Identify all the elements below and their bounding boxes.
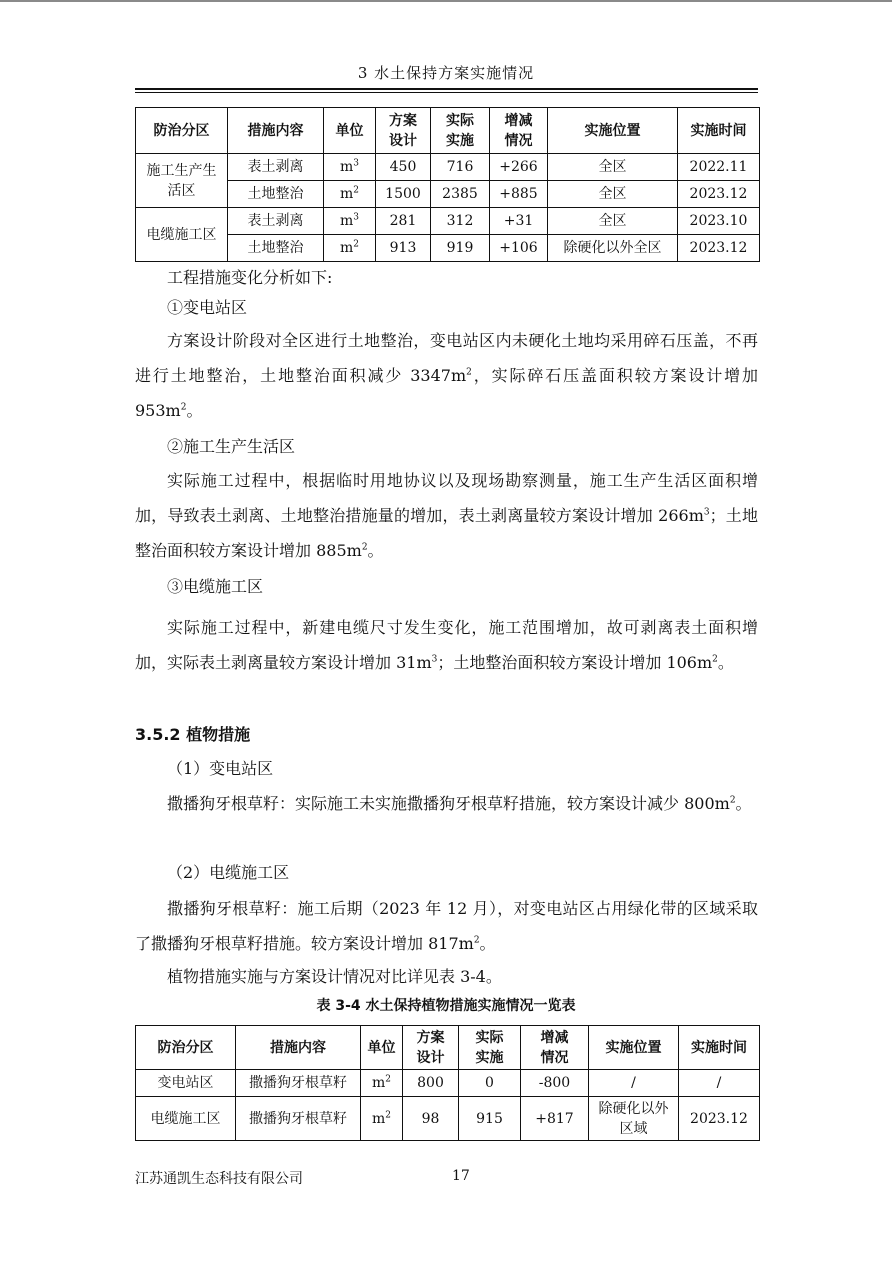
subsection-title: ①变电站区: [167, 298, 248, 317]
table-row: [136, 181, 760, 208]
subsection-title: （2）电缆施工区: [167, 863, 290, 882]
subsection-title: （1）变电站区: [167, 759, 274, 778]
header-cell: 实施位置: [548, 108, 678, 154]
actual-cell: 312: [431, 208, 490, 235]
header-cell: 增减 情况: [490, 108, 548, 154]
design-cell: 913: [376, 235, 431, 262]
time-cell: 2022.11: [678, 154, 760, 181]
header-cell: 实施时间: [678, 108, 760, 154]
change-cell: +106: [490, 235, 548, 262]
change-cell: -800: [521, 1070, 589, 1097]
header-cell: 防治分区: [136, 108, 228, 154]
body-paragraph: 实际施工过程中，新建电缆尺寸发生变化，施工范围增加，故可剥离表土面积增加，实际表土剥离量较方案设计增加 $31m^3$；土地整治面积较方案设计增加 $106m^2$。: [135, 618, 758, 672]
header-cell: 方案 设计: [376, 108, 431, 154]
unit-cell: $m^2$: [361, 1097, 403, 1141]
actual-cell: 915: [459, 1097, 521, 1141]
measure-cell: 表土剥离: [228, 208, 324, 235]
body-paragraph: 实际施工过程中，根据临时用地协议以及现场勘察测量，施工生产生活区面积增加，导致表土剥离、土地整治措施量的增加，表土剥离量较方案设计增加 $266m^3$；土地整治面积较方案设计增加 $885m^2$。: [135, 471, 758, 560]
table-row: [136, 235, 760, 262]
zone-cell: 电缆施工区: [136, 1097, 236, 1141]
zone-cell: 变电站区: [136, 1070, 236, 1097]
body-paragraph: 撒播狗牙根草籽：实际施工未实施撒播狗牙根草籽措施，较方案设计减少 $800m^2$。: [167, 794, 752, 813]
unit-cell: $m^2$: [324, 181, 376, 208]
header-cell: 措施内容: [236, 1026, 361, 1070]
measure-cell: 土地整治: [228, 235, 324, 262]
running-header: 3 水土保持方案实施情况: [357, 64, 535, 82]
header-cell: 措施内容: [228, 108, 324, 154]
change-cell: +885: [490, 181, 548, 208]
body-paragraph: 工程措施变化分析如下:: [167, 268, 333, 287]
subsection-title: ②施工生产生活区: [167, 437, 296, 456]
vegetation-measures-table: [135, 1025, 760, 1141]
table-header-row: [136, 1026, 760, 1070]
page-number: 17: [452, 1168, 470, 1184]
header-rule-thick: [135, 88, 758, 90]
zone-cell: 电缆施工区: [136, 208, 228, 262]
header-rule-thin: [135, 92, 758, 93]
change-cell: +266: [490, 154, 548, 181]
design-cell: 450: [376, 154, 431, 181]
unit-cell: $m^3$: [324, 208, 376, 235]
design-cell: 98: [403, 1097, 459, 1141]
time-cell: 2023.12: [678, 181, 760, 208]
time-cell: 2023.12: [678, 235, 760, 262]
table-row: [136, 1097, 760, 1141]
change-cell: +817: [521, 1097, 589, 1141]
top-border: [0, 0, 892, 2]
table-row: [136, 154, 760, 181]
body-paragraph: 方案设计阶段对全区进行土地整治，变电站区内未硬化土地均采用碎石压盖，不再进行土地整治，土地整治面积减少 $3347m^2$，实际碎石压盖面积较方案设计增加 $953m^2$。: [135, 331, 758, 420]
measure-cell: 表土剥离: [228, 154, 324, 181]
time-cell: 2023.12: [679, 1097, 760, 1141]
unit-cell: $m^2$: [324, 235, 376, 262]
design-cell: 281: [376, 208, 431, 235]
measure-cell: 撒播狗牙根草籽: [236, 1097, 361, 1141]
design-cell: 800: [403, 1070, 459, 1097]
zone-cell: 施工生产生 活区: [136, 154, 228, 208]
location-cell: 除硬化以外 区域: [589, 1097, 679, 1141]
location-cell: 全区: [548, 181, 678, 208]
actual-cell: 716: [431, 154, 490, 181]
actual-cell: 0: [459, 1070, 521, 1097]
engineering-measures-table: [135, 107, 760, 262]
time-cell: 2023.10: [678, 208, 760, 235]
table-caption: 表 3-4 水土保持植物措施实施情况一览表: [316, 998, 576, 1014]
header-cell: 实施位置: [589, 1026, 679, 1070]
table-row: [136, 208, 760, 235]
section-heading: 3.5.2 植物措施: [135, 725, 251, 744]
change-cell: +31: [490, 208, 548, 235]
time-cell: /: [679, 1070, 760, 1097]
location-cell: /: [589, 1070, 679, 1097]
actual-cell: 2385: [431, 181, 490, 208]
footer-company: 江苏通凯生态科技有限公司: [135, 1171, 303, 1187]
header-cell: 防治分区: [136, 1026, 236, 1070]
header-cell: 实施时间: [679, 1026, 760, 1070]
header-cell: 单位: [361, 1026, 403, 1070]
table-header-row: [136, 108, 760, 154]
actual-cell: 919: [431, 235, 490, 262]
header-cell: 方案 设计: [403, 1026, 459, 1070]
unit-cell: $m^2$: [361, 1070, 403, 1097]
location-cell: 除硬化以外全区: [548, 235, 678, 262]
measure-cell: 撒播狗牙根草籽: [236, 1070, 361, 1097]
header-cell: 单位: [324, 108, 376, 154]
table-row: [136, 1070, 760, 1097]
design-cell: 1500: [376, 181, 431, 208]
location-cell: 全区: [548, 208, 678, 235]
subsection-title: ③电缆施工区: [167, 577, 264, 596]
body-paragraph: 植物措施实施与方案设计情况对比详见表 3-4。: [167, 967, 502, 986]
body-paragraph: 撒播狗牙根草籽：施工后期（2023 年 12 月），对变电站区占用绿化带的区域采取了撒播狗牙根草籽措施。较方案设计增加 $817m^2$。: [135, 899, 758, 953]
measure-cell: 土地整治: [228, 181, 324, 208]
location-cell: 全区: [548, 154, 678, 181]
header-cell: 实际 实施: [459, 1026, 521, 1070]
header-cell: 实际 实施: [431, 108, 490, 154]
unit-cell: $m^3$: [324, 154, 376, 181]
header-cell: 增减 情况: [521, 1026, 589, 1070]
